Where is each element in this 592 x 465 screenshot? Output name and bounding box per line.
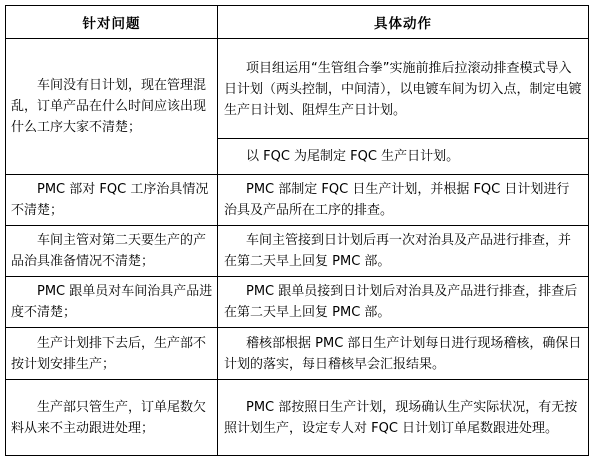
issue-text: 车间没有日计划，现在管理混乱，订单产品在什么时间应该出现什么工序大家不清楚； <box>11 78 207 135</box>
action-text: PMC 跟单员接到日计划后对治具及产品进行排查，排查后在第二天早上回复 PMC 部。 <box>224 284 578 320</box>
issue-text: PMC 部对 FQC 工序治具情况不清楚； <box>11 182 209 218</box>
action-cell <box>218 39 589 139</box>
issue-cell <box>6 380 218 456</box>
issue-text: 生产计划排下去后，生产部不按计划安排生产； <box>11 335 207 372</box>
action-text: PMC 部制定 FQC 日生产计划，并根据 FQC 日计划进行治具及产品所在工序的排查。 <box>224 182 570 218</box>
issue-text: PMC 跟单员对车间治具产品进度不清楚； <box>11 284 213 320</box>
issue-text: 车间主管对第二天要生产的产品治具准备情况不清楚； <box>11 233 207 269</box>
action-cell <box>218 226 589 277</box>
issue-cell <box>6 226 218 277</box>
issue-cell <box>6 39 218 175</box>
header-action: 具体动作 <box>218 6 589 39</box>
action-cell <box>218 328 589 380</box>
table-row <box>6 175 589 226</box>
table-row <box>6 277 589 328</box>
action-text: PMC 部按照日生产计划，现场确认生产实际状况，有无按照计划生产，设定专人对 FQC 日计划订单尾数跟进处理。 <box>224 399 578 436</box>
issue-cell <box>6 277 218 328</box>
issue-cell <box>6 175 218 226</box>
table-header-row <box>6 6 589 39</box>
issue-cell <box>6 328 218 380</box>
action-text: 稽核部根据 PMC 部日生产计划每日进行现场稽核，确保日计划的落实，每日稽核早会汇报结果。 <box>224 335 582 372</box>
action-cell <box>218 175 589 226</box>
action-cell <box>218 380 589 456</box>
action-text: 以 FQC 为尾制定 FQC 生产日计划。 <box>246 149 460 164</box>
action-text: 车间主管接到日计划后再一次对治具及产品进行排查，并在第二天早上回复 PMC 部。 <box>224 233 572 269</box>
table-row <box>6 328 589 380</box>
table-row <box>6 39 589 139</box>
table-row <box>6 226 589 277</box>
action-cell <box>218 139 589 175</box>
header-issue: 针对问题 <box>6 6 218 39</box>
action-cell <box>218 277 589 328</box>
issues-actions-table <box>5 5 589 456</box>
table-row <box>6 380 589 456</box>
action-text: 项目组运用“生管组合拳”实施前推后拉滚动排查模式导入日计划（两头控制，中间清），以电镀车间为切入点，制定电镀生产日计划、阻焊生产日计划。 <box>224 61 582 118</box>
issue-text: 生产部只管生产，订单尾数欠料从来不主动跟进处理； <box>11 399 207 436</box>
